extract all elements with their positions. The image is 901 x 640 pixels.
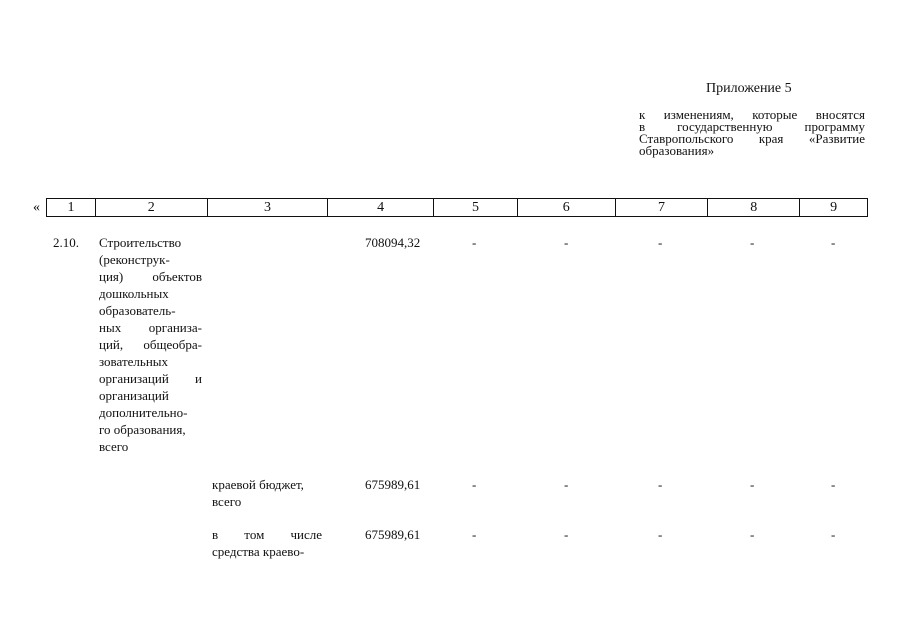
row-name-line: организаций и	[99, 371, 202, 386]
header-cell-9: 9	[830, 200, 838, 215]
row-name-line: образователь-	[99, 303, 176, 318]
dash-col-5: -	[472, 477, 477, 492]
dash-col-6: -	[564, 477, 569, 492]
header-cell-2: 2	[96, 199, 208, 216]
header-cell-5: 5	[434, 199, 518, 216]
row-name-line: зовательных	[99, 354, 169, 369]
dash-col-7: -	[658, 235, 663, 250]
dash-col-7: -	[658, 527, 663, 542]
dash-col-6: -	[564, 235, 569, 250]
regional-budget-value: 675989,61	[365, 477, 421, 492]
row-number: 2.10.	[53, 235, 79, 250]
row-name-line: дополнительно-	[99, 405, 188, 420]
dash-col-8: -	[750, 477, 755, 492]
appendix-subtitle-line: к изменениям, которые вносятся	[639, 107, 865, 122]
dash-col-9: -	[831, 527, 836, 542]
appendix-subtitle-line: образования»	[639, 143, 715, 158]
header-cell-7: 7	[616, 199, 709, 216]
source-line: всего	[212, 494, 242, 509]
row-name-line: (реконструк-	[99, 252, 170, 267]
header-cell-4: 4	[328, 199, 434, 216]
header-cell-8: 8	[708, 199, 800, 216]
row-name-line: ция) объектов	[99, 269, 202, 284]
source-including-regional-funds	[212, 526, 322, 560]
dash-col-5: -	[472, 527, 477, 542]
row-name	[99, 234, 202, 455]
appendix-subtitle	[639, 109, 865, 157]
source-line: в том числе	[212, 527, 322, 542]
dash-col-9: -	[831, 477, 836, 492]
header-cell-1: 1	[47, 199, 96, 216]
row-name-line: всего	[99, 439, 129, 454]
row-total-value: 708094,32	[365, 235, 421, 250]
appendix-title: Приложение 5	[706, 81, 792, 96]
opening-quote-mark: «	[33, 200, 40, 215]
row-name-line: дошкольных	[99, 286, 169, 301]
header-cell-6: 6	[518, 199, 616, 216]
table-header-row	[46, 198, 868, 217]
appendix-subtitle-line: в государственную программу	[639, 119, 865, 134]
appendix-subtitle-line: Ставропольского края «Развитие	[639, 131, 865, 146]
row-name-line: организаций	[99, 388, 169, 403]
source-regional-budget	[212, 476, 322, 510]
row-name-line: Строительство	[99, 235, 182, 250]
header-cell-3: 3	[208, 199, 329, 216]
dash-col-6: -	[564, 527, 569, 542]
row-name-line: ных организа-	[99, 320, 202, 335]
dash-col-9: -	[831, 235, 836, 250]
dash-col-8: -	[750, 527, 755, 542]
source-line: средства краево-	[212, 544, 305, 559]
row-name-line: ций, общеобра-	[99, 337, 202, 352]
row-name-line: го образования,	[99, 422, 186, 437]
dash-col-5: -	[472, 235, 477, 250]
source-line: краевой бюджет,	[212, 477, 304, 492]
dash-col-7: -	[658, 477, 663, 492]
dash-col-8: -	[750, 235, 755, 250]
regional-funds-value: 675989,61	[365, 527, 421, 542]
